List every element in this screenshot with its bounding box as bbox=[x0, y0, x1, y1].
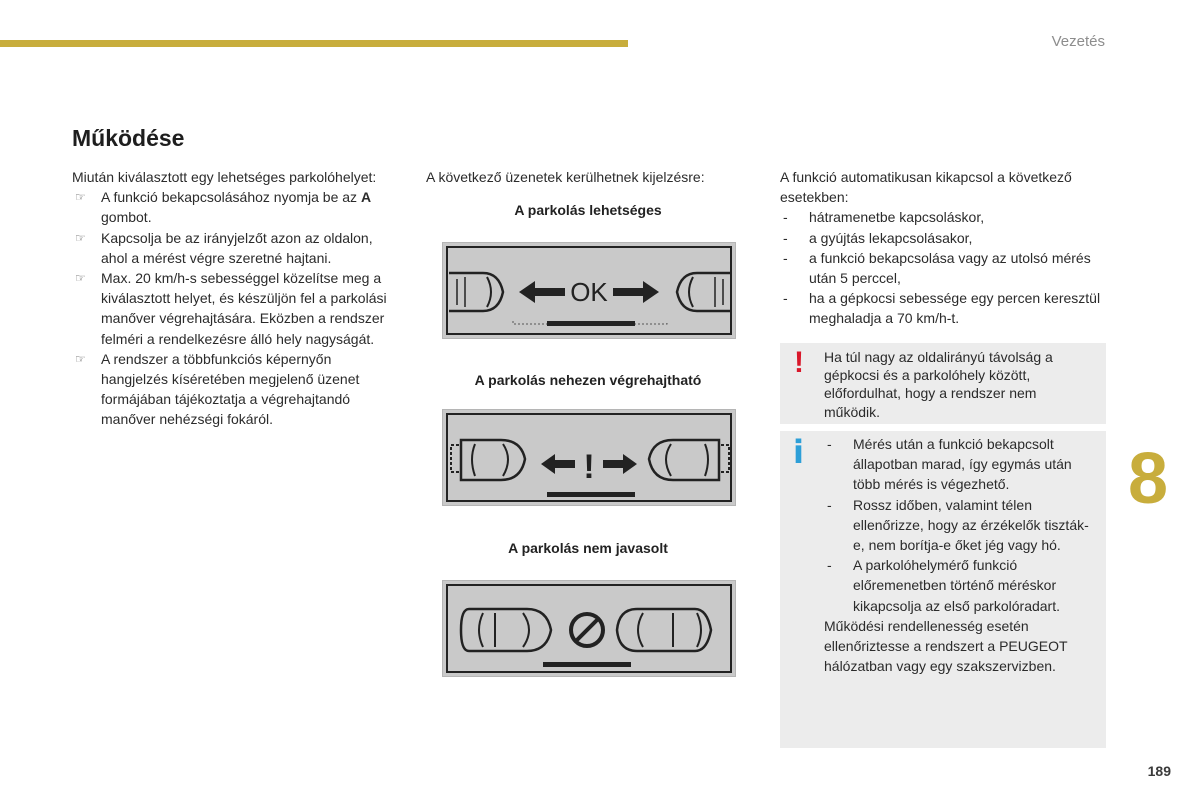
list-item-text: Max. 20 km/h-s sebességgel közelítse meg a kiválasztott helyet, és készüljön fel a parkolási manőver végrehajtására. Eközben a rendszer felméri a rendelkezésre álló hely nagyságát. bbox=[101, 270, 387, 347]
parking-not-recommended-illustration bbox=[443, 581, 737, 678]
chapter-number: 8 bbox=[1128, 439, 1169, 519]
warning-exclamation-icon: ! bbox=[794, 346, 804, 379]
info-box bbox=[780, 431, 1106, 748]
list-item-text: A parkolóhelymérő funkció előremenetben történő méréskor kikapcsolja az első parkolóradart. bbox=[853, 557, 1060, 614]
display-parking-difficult bbox=[442, 409, 736, 506]
displays-intro: A következő üzenetek kerülhetnek kijelzésre: bbox=[426, 169, 705, 185]
info-body bbox=[824, 434, 1096, 676]
list-item: - hátramenetbe kapcsoláskor, bbox=[783, 209, 985, 226]
list-item-text: hátramenetbe kapcsoláskor, bbox=[809, 209, 985, 226]
hand-pointer-icon: ☞ bbox=[75, 230, 86, 245]
header-accent-bar bbox=[0, 40, 628, 47]
list-item-text: Mérés után a funkció bekapcsolt állapotban marad, így egymás után több mérés is végezhető. bbox=[853, 436, 1072, 493]
hand-pointer-icon: ☞ bbox=[75, 271, 86, 286]
exclamation-symbol: ! bbox=[583, 448, 595, 486]
column-auto-off bbox=[780, 167, 1110, 329]
list-item-text: Rossz időben, valamint télen ellenőrizze, hogy az érzékelők tiszták-e, nem borítja-e őket jég vagy hó. bbox=[853, 496, 1089, 554]
display-caption-difficult: A parkolás nehezen végrehajtható bbox=[474, 372, 702, 388]
info-footer: Működési rendellenesség esetén ellenőriztesse a rendszert a PEUGEOT hálózatban vagy egy szakszervizben. bbox=[824, 617, 1068, 675]
list-item-text: a funkció bekapcsolása vagy az utolsó mérés után 5 perccel, bbox=[809, 249, 1091, 287]
list-item-text: A rendszer a többfunkciós képernyőn hangjelzés kíséretében megjelenő üzenet formájában tájékoztatja a végrehajtandó manőver nehézségi fokáról. bbox=[101, 350, 360, 428]
display-caption-not-recommended: A parkolás nem javasolt bbox=[508, 540, 668, 556]
display-parking-not-recommended bbox=[442, 580, 736, 677]
list-item-text: a gyújtás lekapcsolásakor, bbox=[809, 229, 973, 246]
list-item-text: ha a gépkocsi sebessége egy percen keresztül meghaladja a 70 km/h-t. bbox=[809, 290, 1101, 327]
page-title: Működése bbox=[72, 125, 185, 151]
list-item: - A parkolóhelymérő funkció előremenetben történő méréskor kikapcsolja az első parkolóradart. bbox=[827, 557, 1060, 614]
list-item bbox=[72, 187, 402, 227]
list-item-text: A funkció bekapcsolásához nyomja be az A gombot. bbox=[101, 189, 372, 226]
display-parking-possible bbox=[442, 242, 736, 339]
column-instructions bbox=[72, 167, 402, 430]
hand-pointer-icon: ☞ bbox=[75, 190, 86, 205]
list-item: - a funkció bekapcsolása vagy az utolsó mérés után 5 perccel, bbox=[783, 249, 1091, 287]
list-item: - Rossz időben, valamint télen ellenőrizze, hogy az érzékelők tiszták-e, nem borítja-e őket jég vagy hó. bbox=[827, 496, 1089, 554]
instructions-intro: Miután kiválasztott egy lehetséges parkolóhelyet: bbox=[72, 169, 377, 185]
page-number: 189 bbox=[1147, 763, 1171, 779]
hand-pointer-icon: ☞ bbox=[75, 351, 86, 366]
list-item: - ha a gépkocsi sebessége egy percen keresztül meghaladja a 70 km/h-t. bbox=[783, 290, 1101, 327]
warning-box bbox=[780, 343, 1106, 424]
display-caption-possible: A parkolás lehetséges bbox=[514, 202, 662, 218]
ok-symbol: OK bbox=[570, 277, 608, 307]
list-item: - a gyújtás lekapcsolásakor, bbox=[783, 229, 973, 246]
info-icon: i bbox=[793, 433, 804, 471]
auto-off-intro: A funkció automatikusan kikapcsol a következő esetekben: bbox=[780, 169, 1072, 206]
list-item bbox=[72, 349, 402, 430]
list-item-text: Kapcsolja be az irányjelzőt azon az oldalon, ahol a mérést végre szeretné hajtani. bbox=[101, 229, 373, 266]
parking-difficult-illustration bbox=[443, 410, 737, 507]
list-item bbox=[72, 268, 402, 349]
warning-text: Ha túl nagy az oldalirányú távolság a gépkocsi és a parkolóhely között, előfordulhat, hogy a rendszer nem működik. bbox=[824, 349, 1053, 420]
parking-possible-illustration bbox=[443, 243, 737, 340]
list-item bbox=[72, 228, 402, 268]
section-title: Vezetés bbox=[1051, 33, 1105, 50]
list-item: - Mérés után a funkció bekapcsolt állapotban marad, így egymás után több mérés is végezhető. bbox=[827, 436, 1072, 493]
